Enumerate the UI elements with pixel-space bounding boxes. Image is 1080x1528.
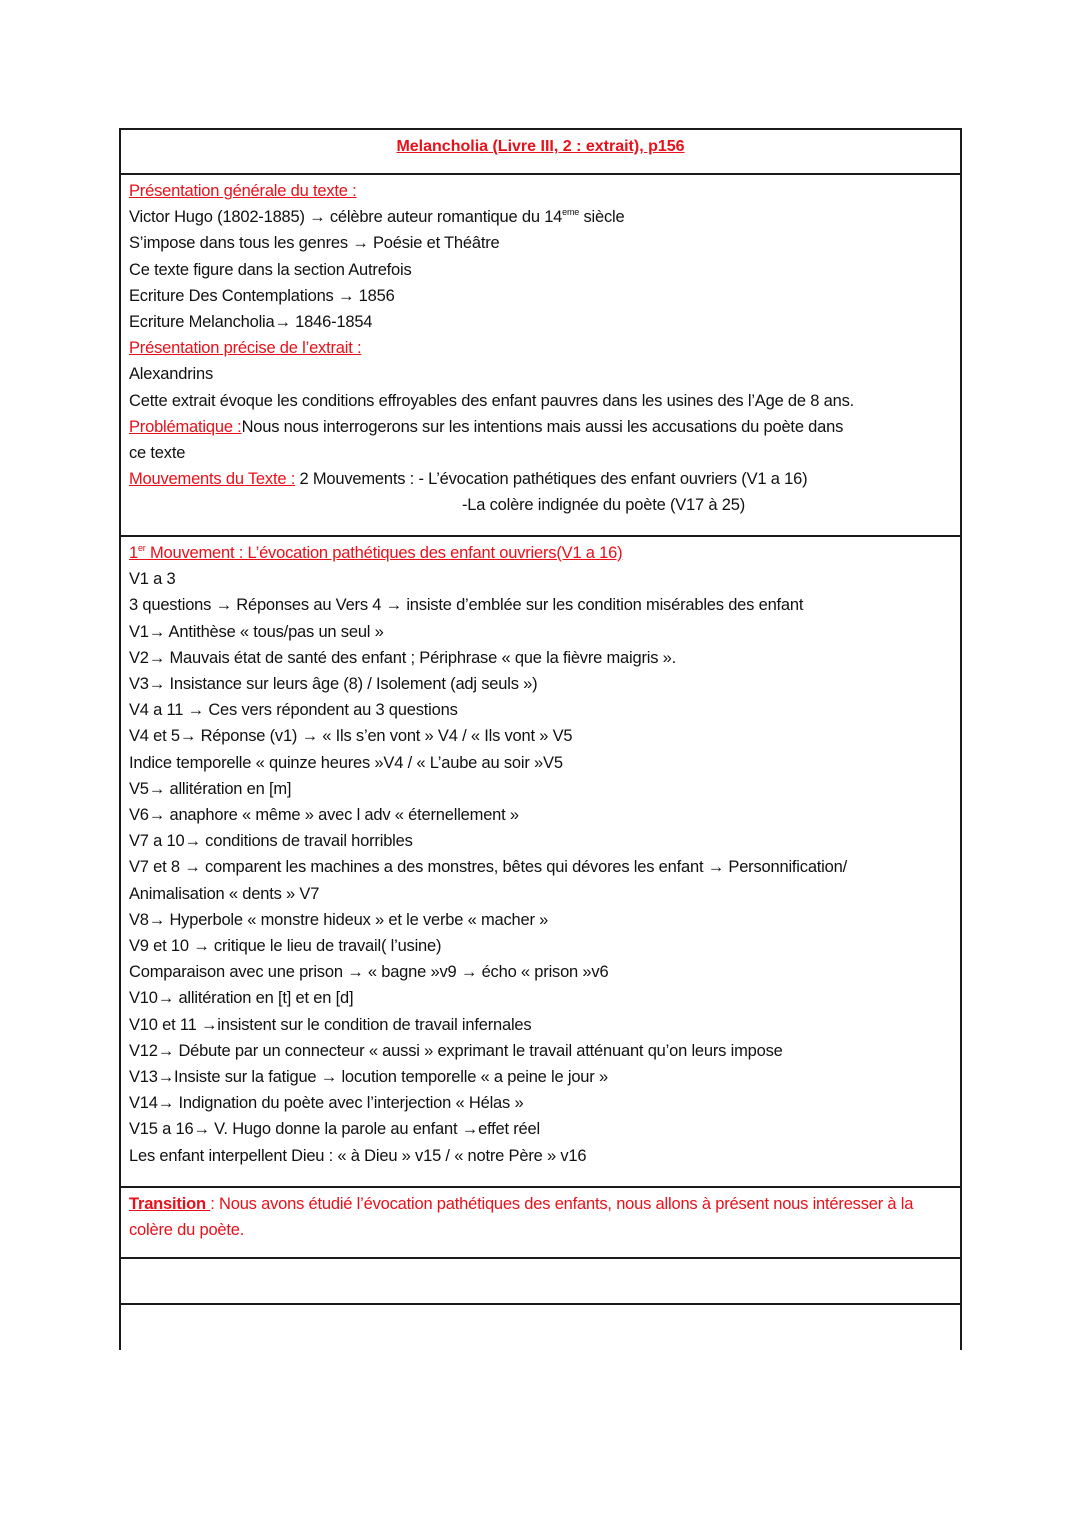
analysis-line: V14→ Indignation du poète avec l’interjection « Hélas »	[129, 1094, 524, 1113]
general-line	[129, 204, 952, 230]
analysis-line: V1→ Antithèse « tous/pas un seul »	[129, 622, 384, 641]
mouvement1-row	[121, 537, 960, 1188]
mouvement1-lines	[129, 566, 952, 1169]
problematique-text: Nous nous interrogerons sur les intentions mais aussi les accusations du poète dans	[241, 417, 844, 436]
analysis-line: V10 et 11 →insistent sur le condition de travail infernales	[129, 1015, 532, 1034]
general-line: Ecriture Melancholia→ 1846-1854	[129, 313, 373, 332]
analysis-line: Indice temporelle « quinze heures »V4 / « L’aube au soir »V5	[129, 753, 563, 772]
analysis-line: V7 et 8 → comparent les machines a des monstres, bêtes qui dévores les enfant → Personnification/	[129, 858, 847, 877]
superscript: er	[137, 543, 146, 553]
analysis-line: Comparaison avec une prison → « bagne »v9 → écho « prison »v6	[129, 963, 609, 982]
analysis-line: V1 a 3	[129, 570, 176, 589]
general-line: Ce texte figure dans la section Autrefois	[129, 260, 412, 279]
general-line-suffix: siècle	[579, 208, 625, 227]
mouvements-text: 2 Mouvements : - L’évocation pathétiques des enfant ouvriers (V1 a 16)	[295, 470, 808, 489]
heading-number: 1	[129, 544, 138, 562]
analysis-line: V8→ Hyperbole « monstre hideux » et le verbe « macher »	[129, 910, 549, 929]
analysis-line: V2→ Mauvais état de santé des enfant ; Périphrase « que la fièvre maigris ».	[129, 648, 677, 667]
empty-row	[121, 1259, 960, 1305]
analysis-line: V6→ anaphore « même » avec l adv « éternellement »	[129, 806, 519, 825]
mouvements-line	[129, 466, 952, 492]
superscript: eme	[562, 207, 580, 218]
general-line: S’impose dans tous les genres → Poésie et Théâtre	[129, 234, 500, 253]
presentation-row	[121, 175, 960, 537]
analysis-line: Les enfant interpellent Dieu : « à Dieu » v15 / « notre Père » v16	[129, 1146, 587, 1165]
analysis-line: 3 questions → Réponses au Vers 4 → insiste d’emblée sur les condition misérables des enfant	[129, 596, 804, 615]
mouvements-continuation: -La colère indignée du poète (V17 à 25)	[462, 496, 745, 515]
transition-row	[121, 1188, 960, 1259]
heading-general-presentation: Présentation générale du texte :	[129, 182, 357, 200]
heading-text: Mouvement : L’évocation pathétiques des enfant ouvriers(V1 a 16)	[145, 544, 623, 562]
document-title: Melancholia (Livre III, 2 : extrait), p156	[396, 138, 685, 155]
analysis-line: V10→ allitération en [t] et en [d]	[129, 989, 354, 1008]
analysis-line: V5→ allitération en [m]	[129, 779, 292, 798]
analysis-line: V15 a 16→ V. Hugo donne la parole au enfant →effet réel	[129, 1120, 540, 1139]
problematique-label: Problématique :	[129, 417, 242, 436]
transition-label: Transition	[129, 1195, 211, 1213]
title-row	[121, 130, 960, 175]
analysis-line: V4 et 5→ Réponse (v1) → « Ils s’en vont » V4 / « Ils vont » V5	[129, 727, 573, 746]
analysis-line: V3→ Insistance sur leurs âge (8) / Isolement (adj seuls »)	[129, 675, 538, 694]
heading-precise-presentation: Présentation précise de l’extrait :	[129, 339, 362, 358]
transition-text: : Nous avons étudié l’évocation pathétiques des enfants, nous allons à présent nous intéresser à la colère du poète.	[129, 1195, 914, 1240]
general-line-text: Victor Hugo (1802-1885) → célèbre auteur romantique du 14	[129, 208, 563, 227]
analysis-line: V4 a 11 → Ces vers répondent au 3 questions	[129, 701, 458, 720]
problematique-line	[129, 414, 952, 440]
transition-paragraph	[129, 1191, 952, 1243]
precise-line: Cette extrait évoque les conditions effroyables des enfant pauvres dans les usines des l’Age de 8 ans.	[129, 391, 855, 410]
empty-row	[121, 1305, 960, 1350]
analysis-line: Animalisation « dents » V7	[129, 884, 320, 903]
analysis-line: V9 et 10 → critique le lieu de travail( l’usine)	[129, 937, 442, 956]
analysis-line: V12→ Débute par un connecteur « aussi » exprimant le travail atténuant qu’on leurs impose	[129, 1041, 783, 1060]
general-line: Ecriture Des Contemplations → 1856	[129, 286, 395, 305]
mouvement1-heading	[129, 540, 952, 566]
precise-line: Alexandrins	[129, 365, 214, 384]
course-notes-table	[119, 128, 962, 1350]
problematique-continuation: ce texte	[129, 444, 186, 463]
mouvements-label: Mouvements du Texte :	[129, 470, 296, 489]
analysis-line: V7 a 10→ conditions de travail horribles	[129, 832, 413, 851]
analysis-line: V13→Insiste sur la fatigue → locution temporelle « a peine le jour »	[129, 1068, 608, 1087]
